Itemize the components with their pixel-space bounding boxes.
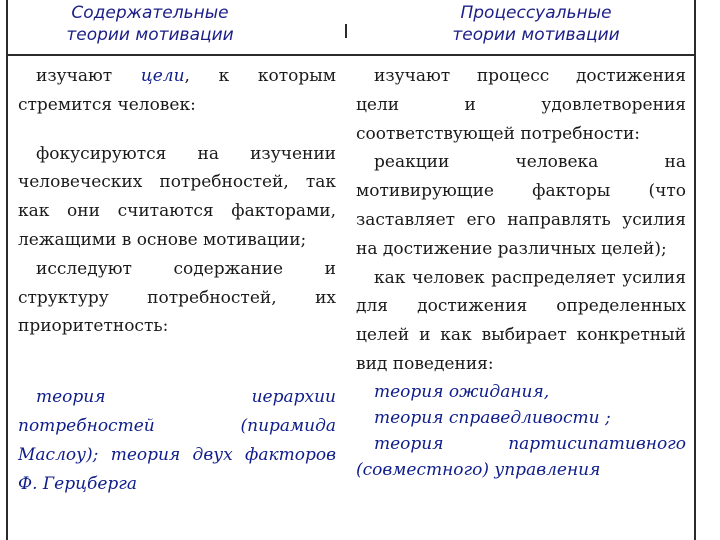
- left-column: [18, 62, 336, 498]
- right-example-2: теория справедливости ;: [374, 407, 611, 428]
- right-paragraph-1: изучают процесс достижения цели и удовлетворения соответствующей потребности:: [356, 66, 686, 144]
- right-paragraph-3: как человек распределяет усилия для достижения определенных целей и как выбирает конкретный вид поведения:: [356, 267, 686, 374]
- keyword-goals: цели: [140, 66, 185, 86]
- comparison-table: [6, 0, 696, 540]
- left-examples: теория иерархии потребностей (пирамида Маслоу); теория двух факторов Ф. Герцберга: [18, 387, 336, 494]
- header-divider-mark: [345, 24, 347, 38]
- header-left-line1: Содержательные: [71, 3, 229, 23]
- header-underline: [6, 54, 696, 56]
- header-right-line1: Процессуальные: [460, 3, 612, 23]
- right-example-3: теория партисипативного (совместного) управления: [356, 433, 686, 480]
- header-left-line2: теории мотивации: [66, 25, 234, 45]
- left-paragraph-2: фокусируются на изучении человеческих потребностей, так как они считаются факторами, лежащими в основе мотивации;: [18, 143, 336, 250]
- left-paragraph-1: изучают цели, к которым стремится человек:: [18, 66, 336, 115]
- right-paragraph-2: реакции человека на мотивирующие факторы (что заставляет его направлять усилия на достижение различных целей);: [356, 152, 686, 259]
- left-paragraph-3: исследуют содержание и структуру потребностей, их приоритетность:: [18, 258, 336, 337]
- header-right-line2: теории мотивации: [452, 25, 620, 45]
- right-column: [356, 62, 686, 483]
- table-border-right: [694, 0, 696, 540]
- header-left: [20, 2, 280, 54]
- right-example-1: теория ожидания,: [374, 381, 550, 402]
- table-border-left: [6, 0, 8, 540]
- header-right: [386, 2, 686, 54]
